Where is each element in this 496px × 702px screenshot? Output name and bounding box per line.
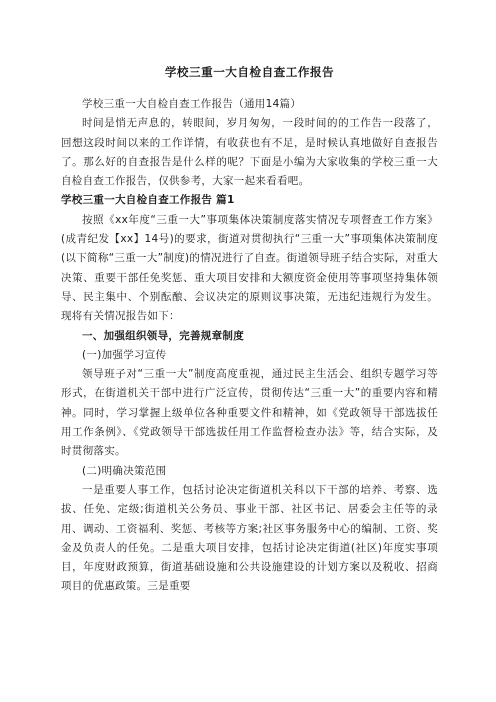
body-paragraph-1: 按照《xx年度“三重一大”事项集体决策制度落实情况专项督查工作方案》(成青纪发【xx】14号)的要求，街道对贯彻执行“三重一大”事项集体决策制度(以下简称“三重一大”制度)的情况进行了自查。街道领导班子结合实际，对重大决策、重要干部任免奖惩、重大项目安排和大额度资金使用等事项坚持集体领导、民主集中、个别酝酿、会议决定的原则议事决策，无违纪违规行为发生。现将有关情况报告如下： [61, 213, 438, 323]
body-paragraph-2: 领导班子对“三重一大”制度高度重视，通过民主生活会、组织专题学习等形式，在街道机关干部中进行广泛宣传，贯彻传达“三重一大”的重要内容和精神。同时，学习掌握上级单位各种重要文件和精神，如《党政领导干部选拔任用工作条例》、《党政领导干部选拔任用工作监督检查办法》等，结合实际，及时贯彻落实。 [61, 368, 438, 458]
subheading-1-2: (二)明确决策范围 [82, 464, 167, 477]
intro-paragraph: 时间是悄无声息的，转眼间，岁月匆匆，一段时间的的工作告一段落了，回想这段时间以来的工作详情，有收获也有不足，是时候认真地做好自查报告了。那么好的自查报告是什么样的呢？下面是小编为大家收集的学校三重一大自检自查工作报告，仅供参考，大家一起来看看吧。 [61, 117, 438, 188]
subheading-1: 一、加强组织领导，完善规章制度 [82, 329, 244, 342]
document-title: 学校三重一大自检自查工作报告 [164, 65, 335, 79]
section-heading: 学校三重一大自检自查工作报告 篇1 [61, 194, 235, 207]
subheading-1-1: (一)加强学习宣传 [82, 348, 167, 361]
body-paragraph-3: 一是重要人事工作，包括讨论决定街道机关科以下干部的培养、考察、选拔、任免、定级;街道机关公务员、事业干部、社区书记、居委会主任等的录用、调动、工资福利、奖惩、考核等方案;社区事务服务中心的编制、工资、奖金及负责人的任免。二是重大项目安排，包括讨论决定街道(社区)年度实事项目，年度财政预算，街道基础设施和公共设施建设的计划方案以及税收、招商项目的优惠政策。三是重要 [61, 483, 438, 593]
intro-subtitle: 学校三重一大自检自查工作报告（通用14篇） [82, 98, 302, 110]
